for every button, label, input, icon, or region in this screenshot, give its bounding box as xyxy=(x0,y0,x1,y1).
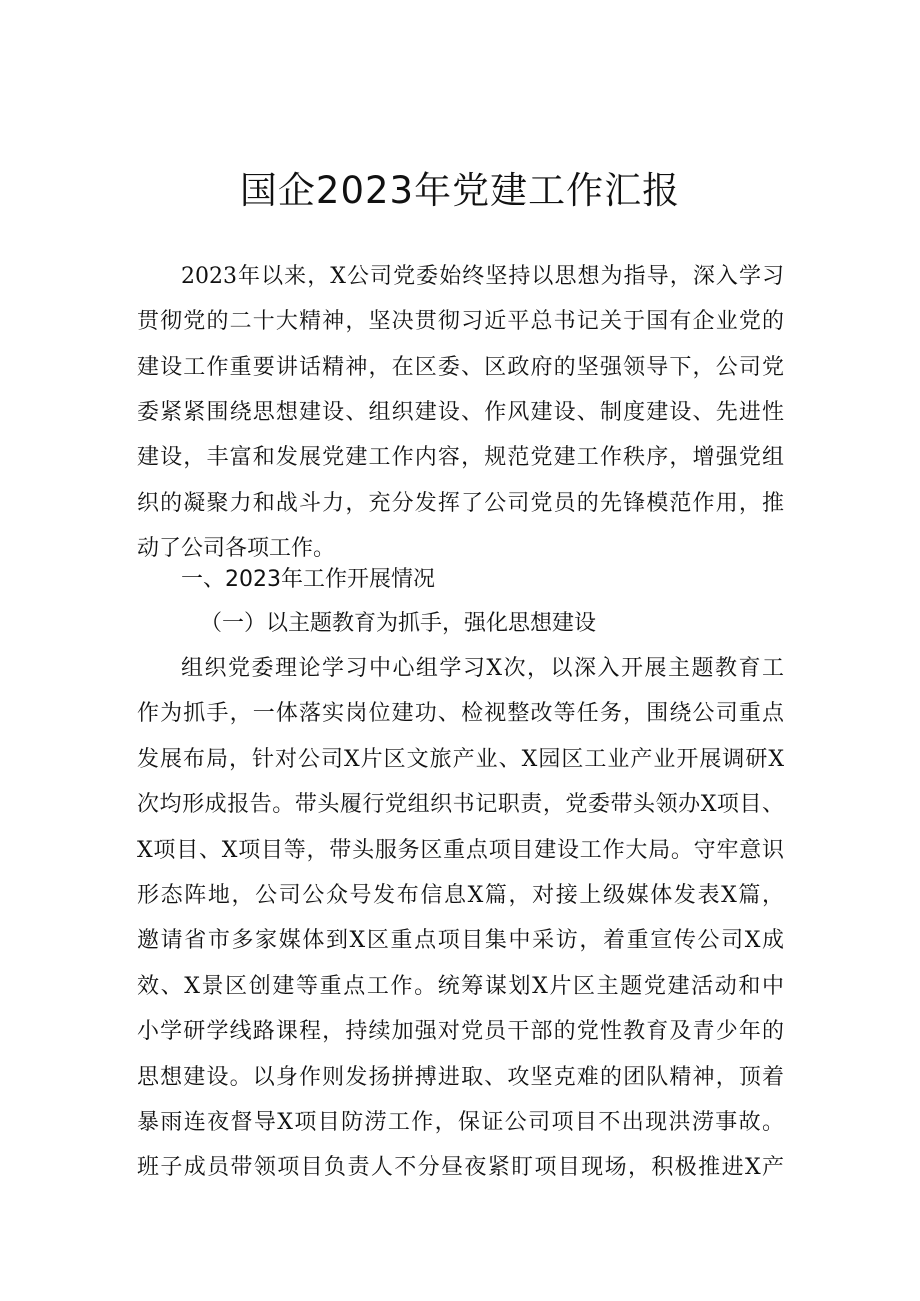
paragraph-line: 作为抓手，一体落实岗位建功、检视整改等任务，围绕公司重点 xyxy=(137,701,784,727)
paragraph-line: 2023年以来，X公司党委始终坚持以思想为指导，深入学习 xyxy=(181,264,784,289)
paragraph-line: 贯彻党的二十大精神，坚决贯彻习近平总书记关于国有企业党的 xyxy=(137,309,784,335)
paragraph-line: 建设，丰富和发展党建工作内容，规范党建工作秩序，增强党组 xyxy=(137,445,784,471)
paragraph-line: 委紧紧围绕思想建设、组织建设、作风建设、制度建设、先进性 xyxy=(137,399,784,425)
paragraph-line: 邀请省市多家媒体到X区重点项目集中采访，着重宣传公司X成 xyxy=(137,928,784,954)
paragraph-line: 形态阵地，公司公众号发布信息X篇，对接上级媒体发表X篇， xyxy=(137,883,784,908)
paragraph-line: X项目、X项目等，带头服务区重点项目建设工作大局。守牢意识 xyxy=(137,837,784,863)
paragraph-line: 动了公司各项工作。 xyxy=(137,535,336,561)
paragraph-line: 建设工作重要讲话精神，在区委、区政府的坚强领导下，公司党 xyxy=(137,354,784,380)
paragraph-line: 发展布局，针对公司X片区文旅产业、X园区工业产业开展调研X xyxy=(137,746,784,772)
paragraph-line: 效、X景区创建等重点工作。统筹谋划X片区主题党建活动和中 xyxy=(137,973,784,999)
paragraph-line: 组织党委理论学习中心组学习X次，以深入开展主题教育工 xyxy=(181,656,784,681)
paragraph-line: 暴雨连夜督导X项目防涝工作，保证公司项目不出现洪涝事故。 xyxy=(137,1110,784,1135)
subsection-heading: （一）以主题教育为抓手，强化思想建设 xyxy=(200,611,597,636)
paragraph-line: 思想建设。以身作则发扬拼搏进取、攻坚克难的团队精神，顶着 xyxy=(137,1064,784,1090)
paragraph-line: 次均形成报告。带头履行党组织书记职责，党委带头领办X项目、 xyxy=(137,792,784,818)
paragraph-line: 小学研学线路课程，持续加强对党员干部的党性教育及青少年的 xyxy=(137,1019,784,1045)
section-heading: 一、2023年工作开展情况 xyxy=(181,567,435,592)
paragraph-line: 班子成员带领项目负责人不分昼夜紧盯项目现场，积极推进X产 xyxy=(137,1155,784,1181)
document-title: 国企2023年党建工作汇报 xyxy=(239,169,681,212)
paragraph-line: 织的凝聚力和战斗力，充分发挥了公司党员的先锋模范作用，推 xyxy=(137,490,784,516)
